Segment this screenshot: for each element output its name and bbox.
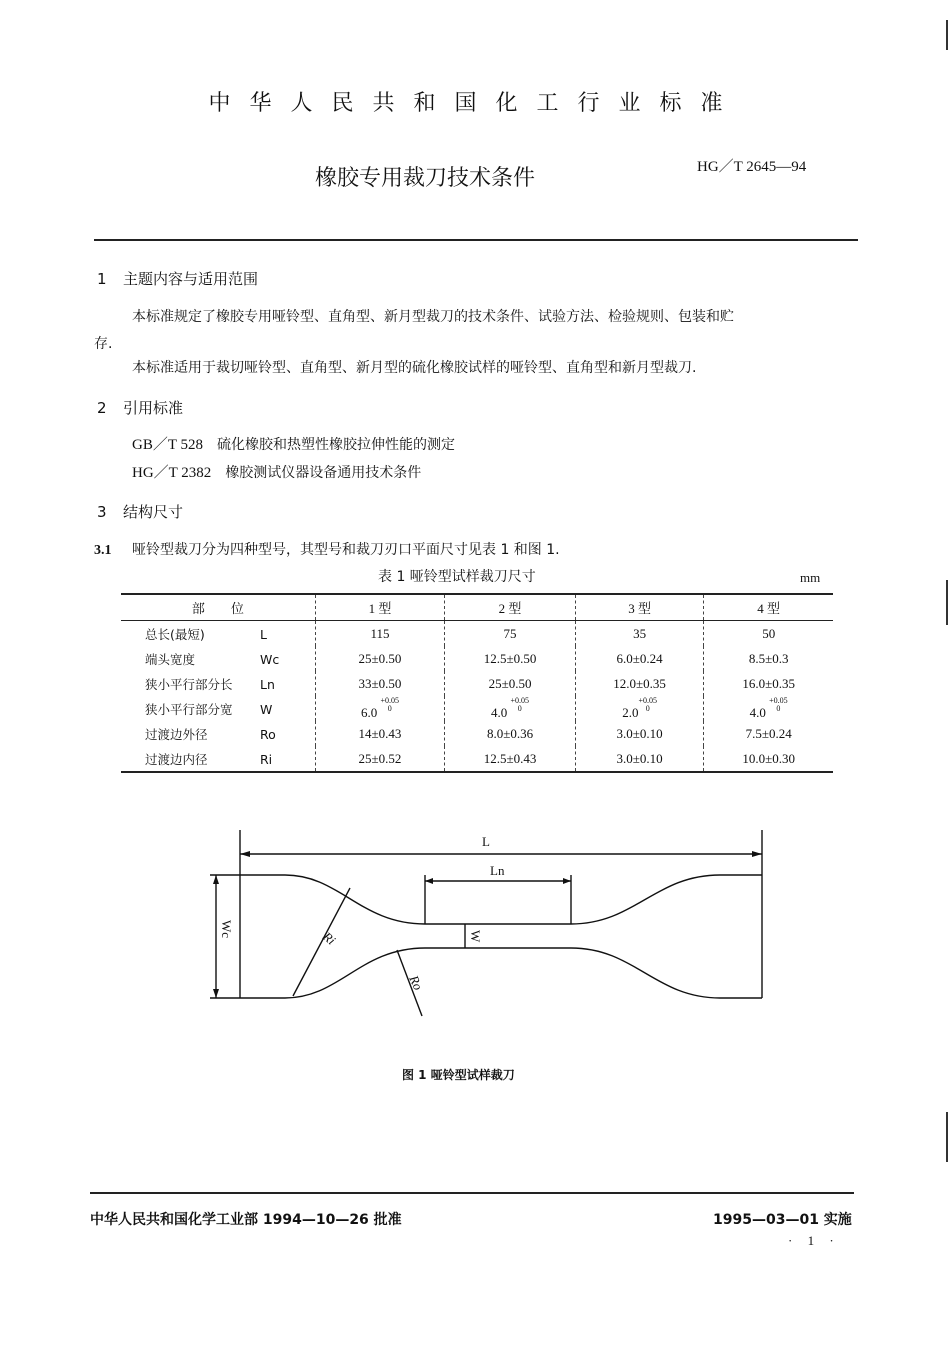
dimension-table: [121, 593, 833, 773]
cell-value: 6.0±0.24: [575, 646, 704, 671]
part-symbol: Wc: [260, 651, 280, 667]
cell-value: 4.0: [749, 704, 766, 720]
reference-item: [132, 433, 455, 454]
tolerance-lower: 0: [517, 703, 522, 713]
standard-code: HG／T 2645—94: [697, 159, 807, 175]
cell-value: 8.5±0.3: [704, 646, 833, 671]
tolerance: [511, 697, 530, 713]
section-1-para-2: 本标准适用于裁切哑铃型、直角型、新月型的硫化橡胶试样的哑铃型、直角型和新月型裁刀.: [132, 360, 697, 376]
cell-value: 12.0±0.35: [575, 671, 704, 696]
cell-value: 14±0.43: [315, 721, 445, 746]
table-row: [121, 646, 833, 671]
outline-bottom: [240, 948, 762, 998]
table-row: [121, 721, 833, 746]
subsection-3-1-number: 3.1: [94, 543, 112, 558]
section-2-heading: [97, 397, 183, 418]
reference-title: 橡胶测试仪器设备通用技术条件: [225, 465, 422, 481]
label-Wc: Wc: [219, 920, 234, 939]
cell-value-with-tolerance: [575, 696, 704, 721]
part-symbol: Ln: [260, 676, 275, 692]
section-1-number: 1: [97, 270, 107, 288]
cell-value-with-tolerance: [315, 696, 445, 721]
tolerance-lower: 0: [776, 703, 781, 713]
standard-name: 中华人民共和国化工行业标准: [208, 91, 742, 116]
reference-title: 硫化橡胶和热塑性橡胶拉伸性能的测定: [216, 437, 455, 453]
cell-value: 6.0: [360, 704, 378, 720]
scan-edge-mark: [946, 20, 948, 50]
row-part: [121, 621, 315, 647]
header-type-4: 4 型: [704, 594, 833, 621]
cell-value: 33±0.50: [315, 671, 445, 696]
table-row: [121, 621, 833, 647]
section-1-heading: [97, 268, 258, 289]
document-title: 橡胶专用裁刀技术条件: [315, 166, 536, 191]
part-symbol: W: [260, 701, 273, 717]
table-header-row: [121, 594, 833, 621]
header-rule: [94, 239, 858, 241]
cell-value: 75: [445, 621, 576, 647]
table-1-unit: mm: [800, 570, 821, 585]
cell-value: 25±0.50: [315, 646, 445, 671]
cell-value: 115: [315, 621, 445, 647]
cell-value: 10.0±0.30: [704, 746, 833, 772]
dumbbell-figure: [190, 820, 790, 1030]
label-W: W: [468, 930, 483, 943]
outline-top: [240, 875, 762, 924]
footer-rule: [90, 1192, 854, 1194]
arrow-head: [213, 875, 219, 884]
arrow-head: [240, 851, 250, 857]
tolerance: [638, 697, 657, 713]
row-part: [121, 671, 315, 696]
section-2-title: 引用标准: [123, 399, 184, 417]
cell-value: 3.0±0.10: [575, 721, 704, 746]
cell-value: 25±0.52: [315, 746, 445, 772]
arrow-head: [425, 878, 433, 884]
cell-value-with-tolerance: [704, 696, 833, 721]
header-type-3: 3 型: [575, 594, 704, 621]
arrow-head: [213, 989, 219, 998]
part-name: 端头宽度: [145, 651, 196, 667]
row-part: [121, 646, 315, 671]
approval-line: 中华人民共和国化学工业部 1994—10—26 批准: [90, 1212, 402, 1228]
effective-date: 1995—03—01 实施: [713, 1212, 852, 1228]
figure-1-caption: 图 1 哑铃型试样裁刀: [402, 1068, 515, 1082]
section-2-number: 2: [97, 399, 107, 417]
header-type-1: 1 型: [315, 594, 445, 621]
tolerance-upper: +0.05: [638, 695, 657, 705]
section-1-title: 主题内容与适用范围: [123, 270, 259, 288]
row-part: [121, 696, 315, 721]
section-3-number: 3: [97, 503, 107, 521]
section-1-para-1-line-1: 本标准规定了橡胶专用哑铃型、直角型、新月型裁刀的技术条件、试验方法、检验规则、包装和贮: [132, 309, 734, 325]
part-name: 狭小平行部分宽: [145, 701, 233, 717]
reference-code: GB／T 528: [132, 437, 203, 453]
table-row: [121, 746, 833, 772]
part-symbol: Ro: [260, 726, 276, 742]
tolerance-lower: 0: [645, 703, 650, 713]
part-name: 过渡边外径: [145, 726, 208, 742]
scan-edge-mark: [946, 580, 948, 625]
row-part: [121, 721, 315, 746]
tolerance-lower: 0: [387, 703, 392, 713]
cell-value-with-tolerance: [445, 696, 576, 721]
header-type-2: 2 型: [445, 594, 576, 621]
section-1-para-1-line-2: 存.: [94, 336, 113, 352]
cell-value: 16.0±0.35: [704, 671, 833, 696]
tolerance: [769, 697, 788, 713]
section-3-title: 结构尺寸: [123, 503, 184, 521]
part-symbol: Ri: [260, 751, 273, 767]
label-Ri: Ri: [320, 928, 339, 948]
table-row: [121, 671, 833, 696]
arrow-head: [563, 878, 571, 884]
tolerance-upper: +0.05: [769, 695, 788, 705]
tolerance: [380, 697, 399, 713]
cell-value: 50: [704, 621, 833, 647]
part-symbol: L: [260, 626, 267, 642]
cell-value: 7.5±0.24: [704, 721, 833, 746]
label-Ro: Ro: [406, 972, 426, 993]
table-1-caption: 表 1 哑铃型试样裁刀尺寸: [378, 569, 536, 585]
section-3-heading: [97, 501, 183, 522]
cell-value: 12.5±0.50: [445, 646, 576, 671]
tolerance-upper: +0.05: [380, 695, 399, 705]
part-name: 狭小平行部分长: [145, 676, 233, 692]
cell-value: 4.0: [491, 704, 508, 720]
row-part: [121, 746, 315, 772]
cell-value: 8.0±0.36: [445, 721, 576, 746]
arrow-head: [752, 851, 762, 857]
tolerance-upper: +0.05: [510, 695, 530, 705]
page-number: · 1 ·: [788, 1233, 840, 1248]
scan-edge-mark: [946, 1112, 948, 1162]
label-L: L: [482, 834, 490, 849]
reference-code: HG／T 2382: [132, 465, 212, 481]
subsection-3-1: [94, 536, 560, 565]
cell-value: 25±0.50: [445, 671, 576, 696]
reference-item: [132, 461, 421, 482]
header-part: 部 位: [121, 594, 315, 621]
cell-value: 2.0: [622, 704, 639, 720]
table-row: [121, 696, 833, 721]
part-name: 总长(最短): [145, 626, 205, 642]
part-name: 过渡边内径: [145, 751, 208, 767]
cell-value: 3.0±0.10: [575, 746, 704, 772]
label-Ln: Ln: [490, 863, 505, 878]
subsection-3-1-text: 哑铃型裁刀分为四种型号，其型号和裁刀刃口平面尺寸见表 1 和图 1.: [132, 542, 560, 558]
cell-value: 35: [575, 621, 704, 647]
cell-value: 12.5±0.43: [445, 746, 576, 772]
